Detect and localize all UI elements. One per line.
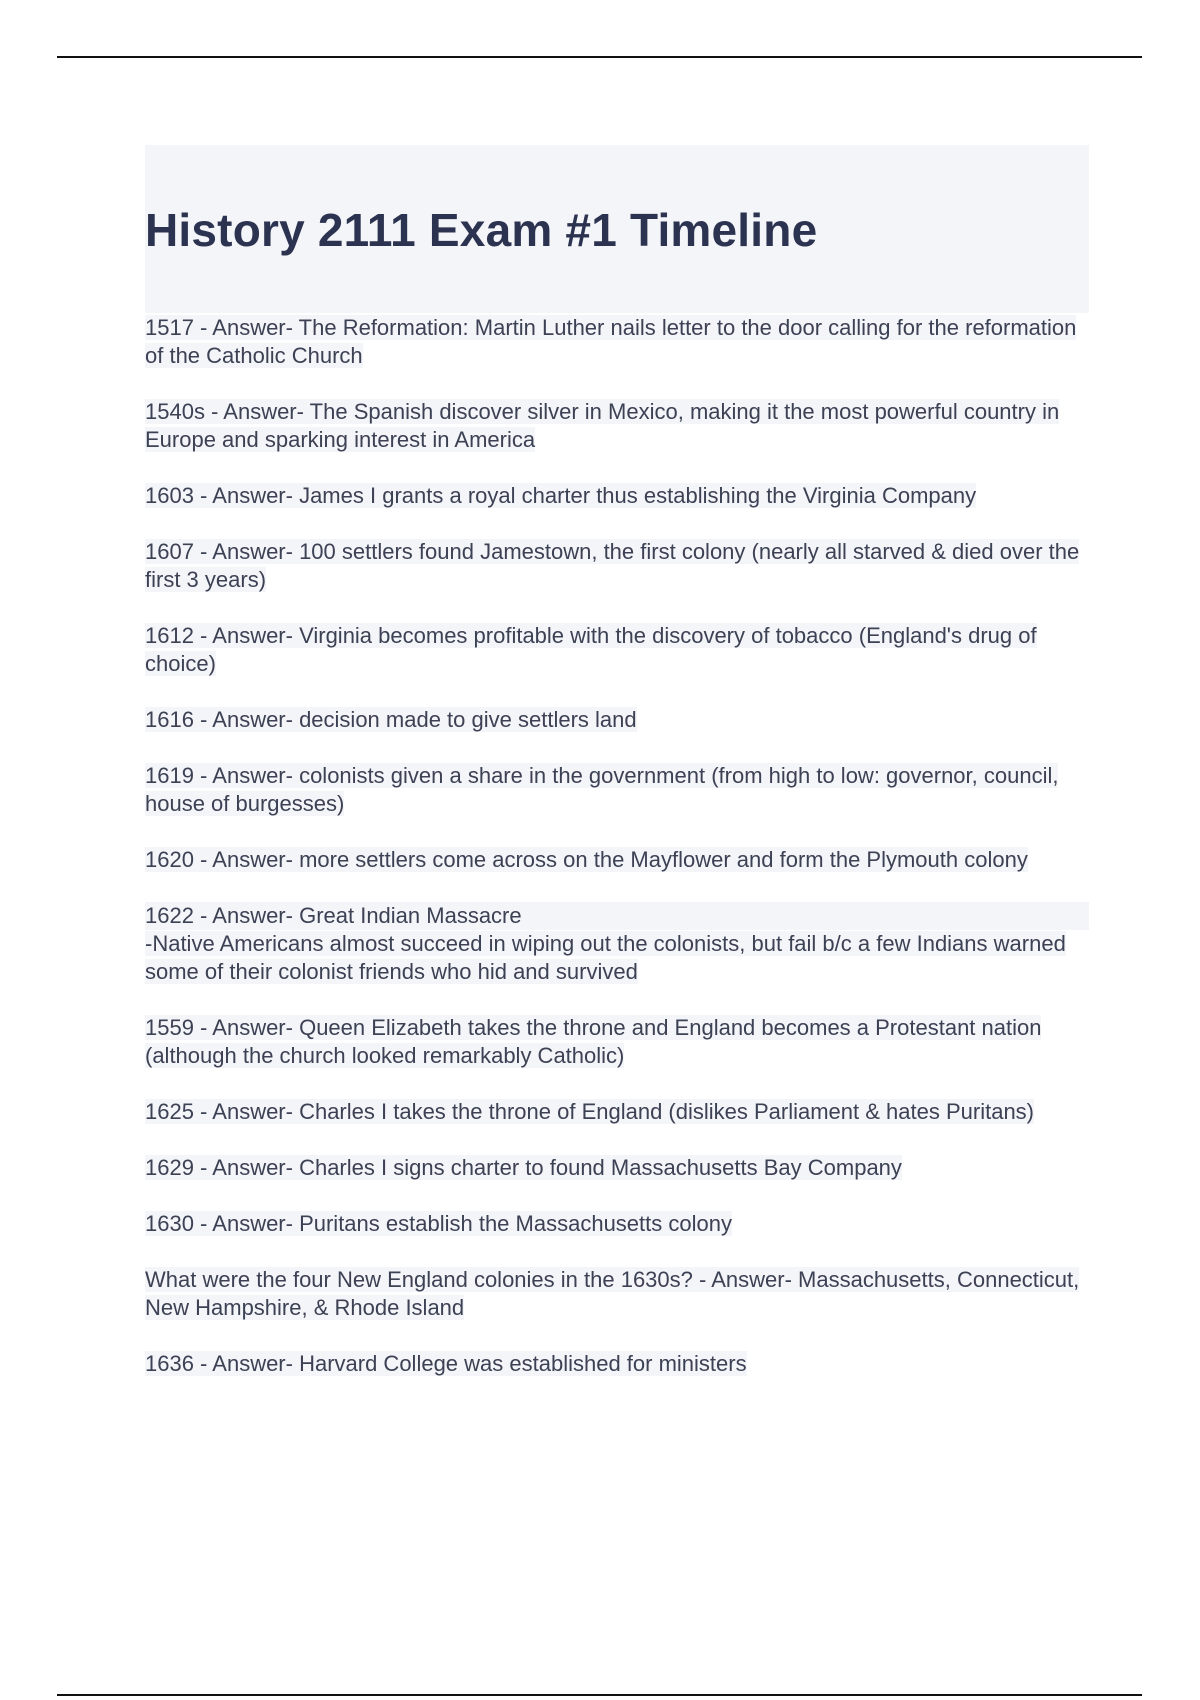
entry-text: 1620 - Answer- more settlers come across on the Mayflower and form the Plymouth colony: [145, 847, 1028, 872]
timeline-entry: [145, 1098, 1089, 1126]
entry-text: 1622 - Answer- Great Indian Massacre: [145, 902, 1089, 930]
entry-text: What were the four New England colonies in the 1630s? - Answer- Massachusetts, Connecticut, New Hampshire, & Rhode Island: [145, 1267, 1080, 1320]
entry-text: 1603 - Answer- James I grants a royal charter thus establishing the Virginia Company: [145, 483, 977, 508]
timeline-entry: [145, 1014, 1089, 1070]
title-block: [145, 145, 1089, 313]
timeline-entry: [145, 314, 1089, 370]
entry-text: 1607 - Answer- 100 settlers found Jamestown, the first colony (nearly all starved & died over the first 3 years): [145, 539, 1080, 592]
entry-text: 1619 - Answer- colonists given a share in the government (from high to low: governor, council, house of burgesses): [145, 763, 1059, 816]
bottom-rule: [57, 1694, 1142, 1696]
timeline-entry: [145, 846, 1089, 874]
entry-text: 1540s - Answer- The Spanish discover silver in Mexico, making it the most powerful country in Europe and sparking interest in America: [145, 399, 1060, 452]
entry-text: 1616 - Answer- decision made to give settlers land: [145, 707, 637, 732]
entry-text: -Native Americans almost succeed in wiping out the colonists, but fail b/c a few Indians warned some of their colonist friends who hid and survived: [145, 931, 1066, 984]
timeline-entry: [145, 1350, 1089, 1378]
timeline-entries: [145, 314, 1089, 1406]
timeline-entry: [145, 1154, 1089, 1182]
timeline-entry: [145, 1266, 1089, 1322]
timeline-entry: [145, 902, 1089, 986]
timeline-entry: [145, 398, 1089, 454]
timeline-entry: [145, 482, 1089, 510]
entry-text: 1612 - Answer- Virginia becomes profitable with the discovery of tobacco (England's drug of choice): [145, 623, 1037, 676]
entry-text: 1630 - Answer- Puritans establish the Massachusetts colony: [145, 1211, 732, 1236]
entry-text: 1625 - Answer- Charles I takes the throne of England (dislikes Parliament & hates Puritans): [145, 1099, 1035, 1124]
entry-text: 1559 - Answer- Queen Elizabeth takes the throne and England becomes a Protestant nation (although the church looked remarkably Catholic): [145, 1015, 1042, 1068]
top-rule: [57, 56, 1142, 58]
entry-text: 1517 - Answer- The Reformation: Martin Luther nails letter to the door calling for the reformation of the Catholic Church: [145, 315, 1077, 368]
timeline-entry: [145, 762, 1089, 818]
timeline-entry: [145, 1210, 1089, 1238]
page-title: History 2111 Exam #1 Timeline: [145, 204, 818, 256]
entry-text: 1629 - Answer- Charles I signs charter to found Massachusetts Bay Company: [145, 1155, 902, 1180]
timeline-entry: [145, 622, 1089, 678]
timeline-entry: [145, 538, 1089, 594]
entry-text: 1636 - Answer- Harvard College was established for ministers: [145, 1351, 747, 1376]
timeline-entry: [145, 706, 1089, 734]
